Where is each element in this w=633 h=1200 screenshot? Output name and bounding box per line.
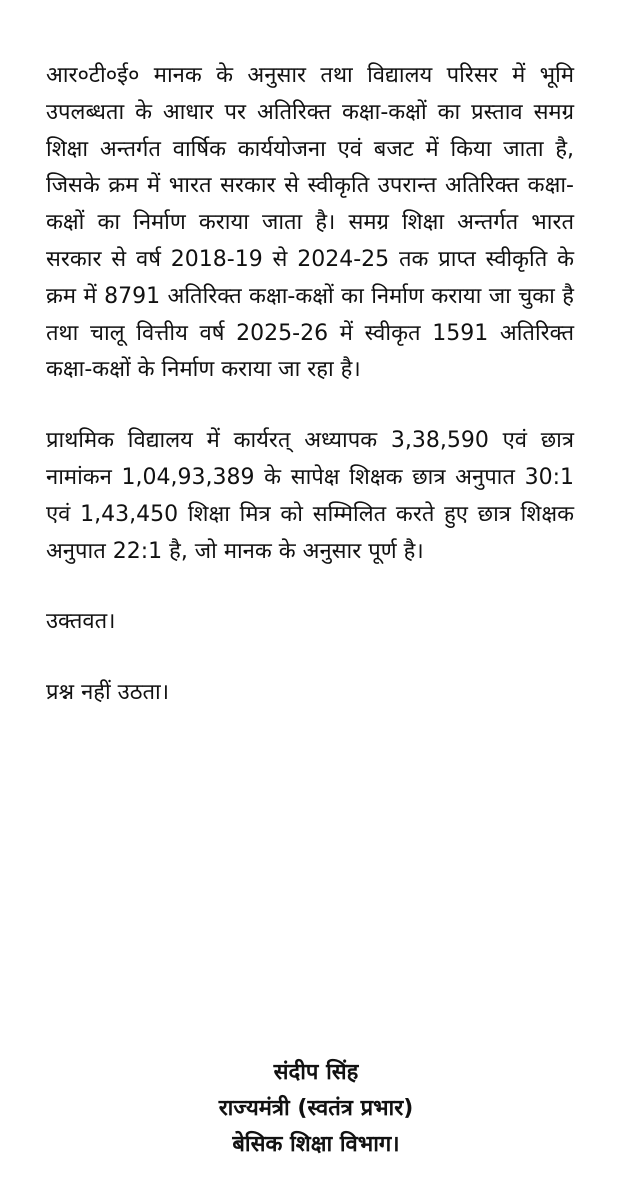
paragraph-as-stated: उक्तवत। <box>46 609 116 635</box>
paragraph-teacher-student-ratio: प्राथमिक विद्यालय में कार्यरत् अध्यापक 3,38,590 एवं छात्र नामांकन 1,04,93,389 के सापेक्ष शिक्षक छात्र अनुपात 30:1 एवं 1,43,450 शिक्षा मित्र को सम्मिलित करते हुए छात्र शिक्षक अनुपात 22:1 है, जो मानक के अनुसार पूर्ण है। <box>46 428 574 564</box>
signature-block <box>46 1055 586 1163</box>
document-body <box>46 58 574 712</box>
signatory-department: बेसिक शिक्षा विभाग। <box>232 1132 400 1157</box>
paragraph-classroom-construction: आर०टी०ई० मानक के अनुसार तथा विद्यालय परिसर में भूमि उपलब्धता के आधार पर अतिरिक्त कक्षा-कक्षों का प्रस्ताव समग्र शिक्षा अन्तर्गत वार्षिक कार्ययोजना एवं बजट में किया जाता है, जिसके क्रम में भारत सरकार से स्वीकृति उपरान्त अतिरिक्त कक्षा-कक्षों का निर्माण कराया जाता है। समग्र शिक्षा अन्तर्गत भारत सरकार से वर्ष 2018-19 से 2024-25 तक प्राप्त स्वीकृति के क्रम में 8791 अतिरिक्त कक्षा-कक्षों का निर्माण कराया जा चुका है तथा चालू वित्तीय वर्ष 2025-26 में स्वीकृत 1591 अतिरिक्त कक्षा-कक्षों के निर्माण कराया जा रहा है। <box>46 63 574 383</box>
paragraph-question-does-not-arise: प्रश्न नहीं उठता। <box>46 680 170 706</box>
signatory-designation: राज्यमंत्री (स्वतंत्र प्रभार) <box>218 1096 414 1121</box>
signatory-name: संदीप सिंह <box>273 1060 359 1085</box>
